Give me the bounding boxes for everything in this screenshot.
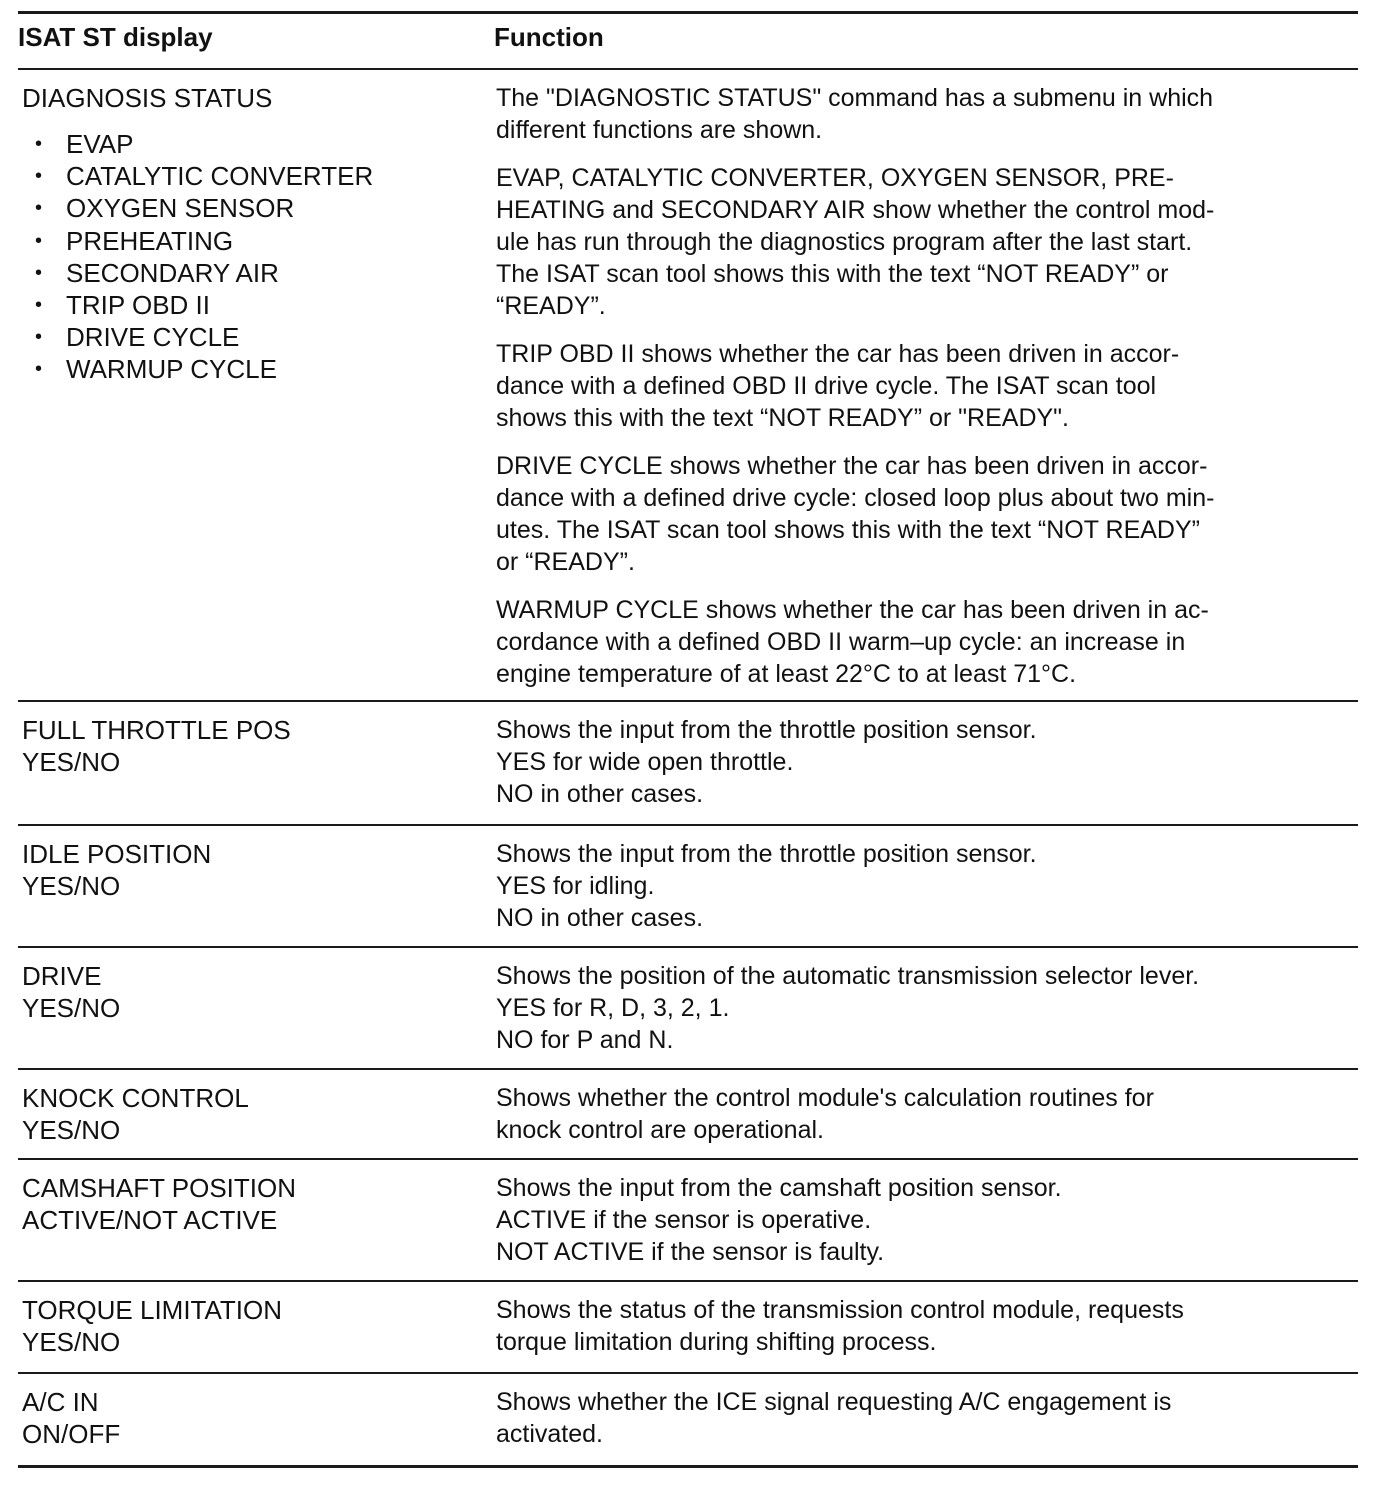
display-label: TORQUE LIMITATION <box>22 1295 283 1325</box>
list-item <box>22 257 472 289</box>
paragraph-warmup-cycle <box>496 594 1316 690</box>
list-item-label: SECONDARY AIR <box>66 257 279 288</box>
display-cell <box>22 1386 472 1450</box>
bullet-icon: • <box>35 261 43 284</box>
display-values: ACTIVE/NOT ACTIVE <box>22 1205 278 1235</box>
diagnosis-title: DIAGNOSIS STATUS <box>22 83 273 113</box>
list-item <box>22 192 472 224</box>
list-item <box>22 289 472 321</box>
list-item <box>22 321 472 353</box>
display-label: DRIVE <box>22 961 102 991</box>
display-cell <box>22 1172 472 1236</box>
table-row <box>18 826 1358 948</box>
diagnosis-list <box>22 128 472 386</box>
text-line: Shows the position of the automatic transmission selector lever. <box>496 962 1200 990</box>
display-label: FULL THROTTLE POS <box>22 715 291 745</box>
function-cell <box>496 714 1316 810</box>
text-line: Shows the input from the camshaft position sensor. <box>496 1174 1062 1202</box>
text-line: torque limitation during shifting process. <box>496 1328 937 1356</box>
text-line: Shows whether the ICE signal requesting A/C engagement is <box>496 1388 1172 1416</box>
text-line: dance with a defined drive cycle: closed loop plus about two min- <box>496 484 1215 512</box>
paragraph-evap <box>496 162 1316 322</box>
text-line: activated. <box>496 1420 604 1448</box>
display-values: YES/NO <box>22 1327 121 1357</box>
display-cell <box>22 838 472 902</box>
paragraph-drive-cycle <box>496 450 1316 578</box>
bullet-icon: • <box>35 229 43 252</box>
text-line: TRIP OBD II shows whether the car has been driven in accor- <box>496 340 1180 368</box>
text-line: cordance with a defined OBD II warm–up cycle: an increase in <box>496 628 1186 656</box>
list-item <box>22 160 472 192</box>
list-item-label: WARMUP CYCLE <box>66 354 277 385</box>
bullet-icon: • <box>35 133 43 155</box>
list-item-label: EVAP <box>66 129 134 159</box>
text-line: Shows whether the control module's calculation routines for <box>496 1084 1154 1112</box>
text-line: NO in other cases. <box>496 904 704 932</box>
diagnosis-cell <box>22 82 472 386</box>
paragraph-trip-obd <box>496 338 1316 434</box>
text-line: engine temperature of at least 22°C to at least 71°C. <box>496 660 1077 688</box>
display-label: A/C IN <box>22 1387 99 1417</box>
display-label: CAMSHAFT POSITION <box>22 1173 296 1203</box>
bullet-icon: • <box>35 165 43 188</box>
text-line: Shows the input from the throttle position sensor. <box>496 840 1037 868</box>
display-cell <box>22 714 472 778</box>
list-item <box>22 225 472 257</box>
document-page <box>18 0 1358 1510</box>
display-label: KNOCK CONTROL <box>22 1083 249 1113</box>
text-line: different functions are shown. <box>496 116 823 144</box>
text-line: ule has run through the diagnostics program after the last start. <box>496 228 1193 256</box>
display-cell <box>22 960 472 1024</box>
bullet-icon: • <box>35 326 43 349</box>
list-item-label: DRIVE CYCLE <box>66 322 240 353</box>
text-line: “READY”. <box>496 292 606 320</box>
table-row <box>18 1374 1358 1468</box>
text-line: DRIVE CYCLE shows whether the car has been driven in accor- <box>496 452 1208 480</box>
display-cell <box>22 1082 472 1146</box>
list-item-label: PREHEATING <box>66 225 234 256</box>
display-values: YES/NO <box>22 747 121 777</box>
list-item <box>22 128 472 160</box>
text-line: The ISAT scan tool shows this with the text “NOT READY” or <box>496 260 1169 288</box>
list-item-label: OXYGEN SENSOR <box>66 193 295 224</box>
text-line: dance with a defined OBD II drive cycle. The ISAT scan tool <box>496 372 1157 400</box>
list-item-label: TRIP OBD II <box>66 290 210 321</box>
text-line: YES for R, D, 3, 2, 1. <box>496 994 730 1022</box>
bullet-icon: • <box>35 197 43 220</box>
header-function: Function <box>494 22 604 52</box>
text-line: EVAP, CATALYTIC CONVERTER, OXYGEN SENSOR, PRE- <box>496 164 1174 192</box>
table-row <box>18 1282 1358 1374</box>
text-line: knock control are operational. <box>496 1116 824 1144</box>
display-values: YES/NO <box>22 1115 121 1145</box>
function-cell <box>496 1386 1316 1450</box>
table-row <box>18 702 1358 826</box>
bullet-icon: • <box>35 294 43 317</box>
header-display: ISAT ST display <box>18 22 213 52</box>
display-cell <box>22 1294 472 1358</box>
text-line: The "DIAGNOSTIC STATUS" command has a submenu in which <box>496 84 1214 112</box>
text-line: WARMUP CYCLE shows whether the car has been driven in ac- <box>496 596 1209 624</box>
diagnosis-function-cell <box>496 82 1316 706</box>
display-values: YES/NO <box>22 871 121 901</box>
text-line: ACTIVE if the sensor is operative. <box>496 1206 872 1234</box>
text-line: utes. The ISAT scan tool shows this with the text “NOT READY” <box>496 516 1200 544</box>
text-line: NOT ACTIVE if the sensor is faulty. <box>496 1238 885 1266</box>
text-line: Shows the input from the throttle position sensor. <box>496 716 1037 744</box>
text-line: NO in other cases. <box>496 780 704 808</box>
table-row <box>18 1160 1358 1282</box>
display-label: IDLE POSITION <box>22 839 212 869</box>
table-row-diagnosis <box>18 70 1358 702</box>
display-values: ON/OFF <box>22 1419 121 1449</box>
function-cell <box>496 1294 1316 1358</box>
text-line: YES for idling. <box>496 872 655 900</box>
paragraph-intro <box>496 82 1316 146</box>
list-item-label: CATALYTIC CONVERTER <box>66 161 374 192</box>
function-cell <box>496 1172 1316 1268</box>
table-row <box>18 948 1358 1070</box>
function-cell <box>496 960 1316 1056</box>
text-line: YES for wide open throttle. <box>496 748 794 776</box>
top-rule <box>18 11 1358 14</box>
function-cell <box>496 1082 1316 1146</box>
function-cell <box>496 838 1316 934</box>
display-values: YES/NO <box>22 993 121 1023</box>
text-line: HEATING and SECONDARY AIR show whether the control mod- <box>496 196 1215 224</box>
text-line: Shows the status of the transmission control module, requests <box>496 1296 1184 1324</box>
text-line: shows this with the text “NOT READY” or "READY". <box>496 404 1069 432</box>
text-line: NO for P and N. <box>496 1026 674 1054</box>
table-row <box>18 1070 1358 1160</box>
list-item <box>22 353 472 385</box>
text-line: or “READY”. <box>496 548 635 576</box>
bullet-icon: • <box>35 358 43 381</box>
